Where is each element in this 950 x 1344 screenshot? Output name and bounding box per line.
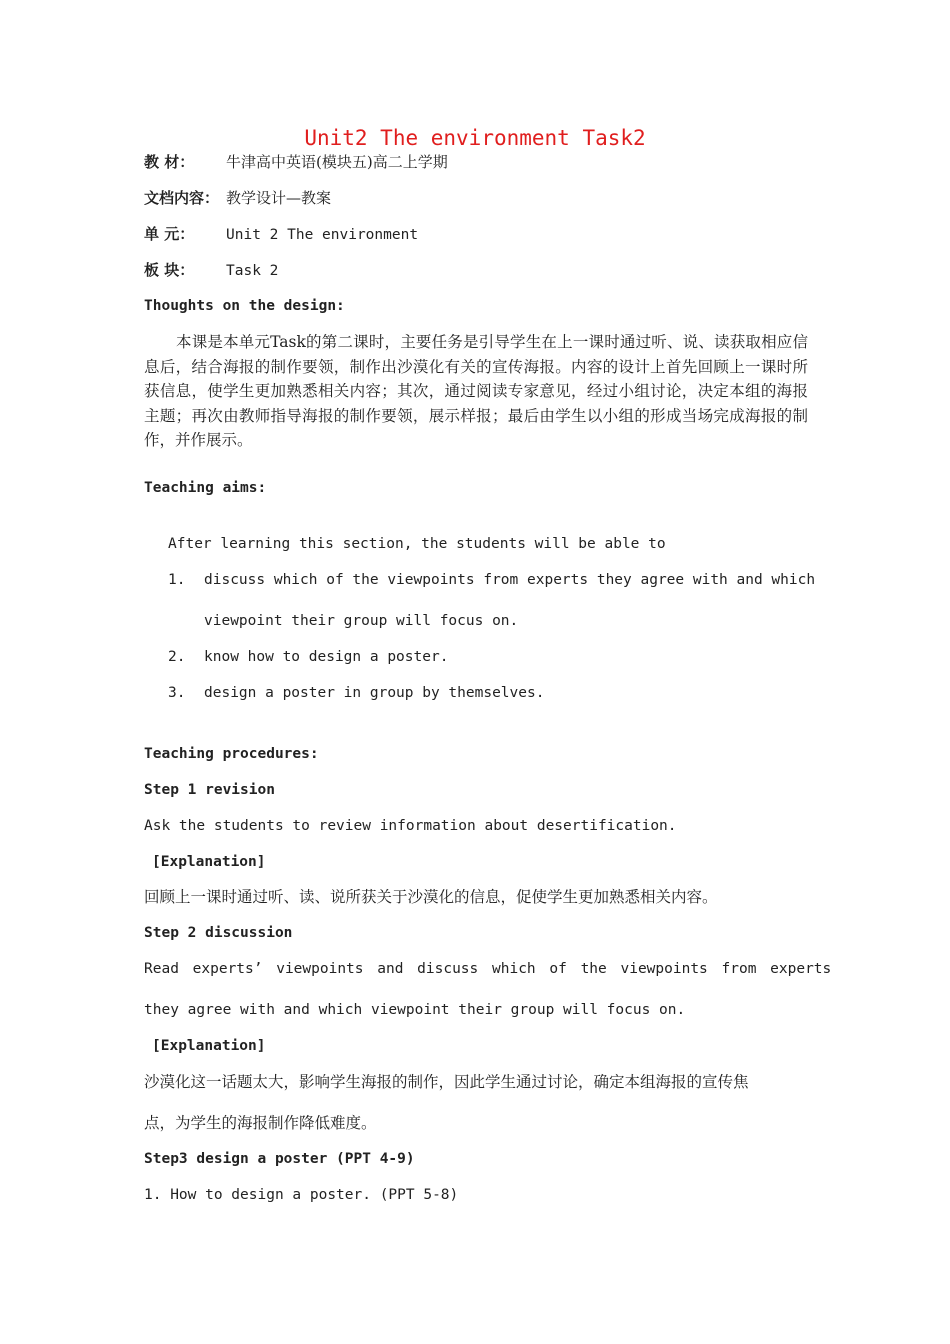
aim-text: discuss which of the viewpoints from experts they agree with and which [204,572,816,588]
meta-label: 文档内容： [144,189,220,207]
step3-heading: Step3 design a poster (PPT 4-9) [144,1151,415,1167]
aim-number: 2. [168,649,186,665]
step1-text: Ask the students to review information about desertification. [144,818,677,834]
document-title: Unit2 The environment Task2 [304,126,646,150]
step1-heading: Step 1 revision [144,782,275,798]
thoughts-paragraph: 本课是本单元Task的第二课时，主要任务是引导学生在上一课时通过听、说、读获取相应信息后，结合海报的制作要领，制作出沙漠化有关的宣传海报。内容的设计上首先回顾上一课时所获信息，使学生更加熟悉相关内容；其次，通过阅读专家意见，经过小组讨论，决定本组的海报主题；再次由教师指导海报的制作要领，展示样报；最后由学生以小组的形成当场完成海报的制作，并作展示。 [144,333,808,449]
meta-row-content [144,188,331,208]
aims-heading: Teaching aims: [144,480,267,496]
step2-explanation-label: [Explanation] [152,1038,266,1054]
aim-item-1 [168,570,815,590]
aim-text: design a poster in group by themselves. [204,685,545,701]
step2-explanation-line1: 沙漠化这一话题太大，影响学生海报的制作，因此学生通过讨论，确定本组海报的宣传焦 [144,1073,749,1091]
meta-label: 教 材： [144,153,195,171]
aim-item-2 [168,647,448,667]
meta-value: Unit 2 The environment [226,227,419,243]
step2-explanation-line2: 点，为学生的海报制作降低难度。 [144,1114,377,1132]
meta-value: 牛津高中英语(模块五)高二上学期 [226,153,448,171]
meta-value: 教学设计—教案 [226,189,332,207]
meta-label: 单 元： [144,225,195,243]
aim-number: 3. [168,685,186,701]
aim-number: 1. [168,572,186,588]
step2-text-line2: they agree with and which viewpoint their group will focus on. [144,1002,686,1018]
aims-intro: After learning this section, the students will be able to [168,536,666,552]
meta-value: Task 2 [226,263,279,279]
step3-item-1: 1. How to design a poster. (PPT 5-8) [144,1187,459,1203]
aim-text: know how to design a poster. [204,649,449,665]
aim-item-1-cont: viewpoint their group will focus on. [204,613,519,629]
thoughts-heading: Thoughts on the design: [144,298,345,314]
step1-explanation: 回顾上一课时通过听、读、说所获关于沙漠化的信息，促使学生更加熟悉相关内容。 [144,888,718,906]
step2-heading: Step 2 discussion [144,925,293,941]
meta-row-section [144,260,278,281]
aim-item-3 [168,683,544,703]
meta-label: 板 块： [144,261,195,279]
step1-explanation-label: [Explanation] [152,854,266,870]
meta-row-unit [144,224,418,245]
procedures-heading: Teaching procedures: [144,746,319,762]
meta-row-textbook [144,152,448,172]
step2-text-line1: Read experts’ viewpoints and discuss which of the viewpoints from experts [144,961,832,977]
